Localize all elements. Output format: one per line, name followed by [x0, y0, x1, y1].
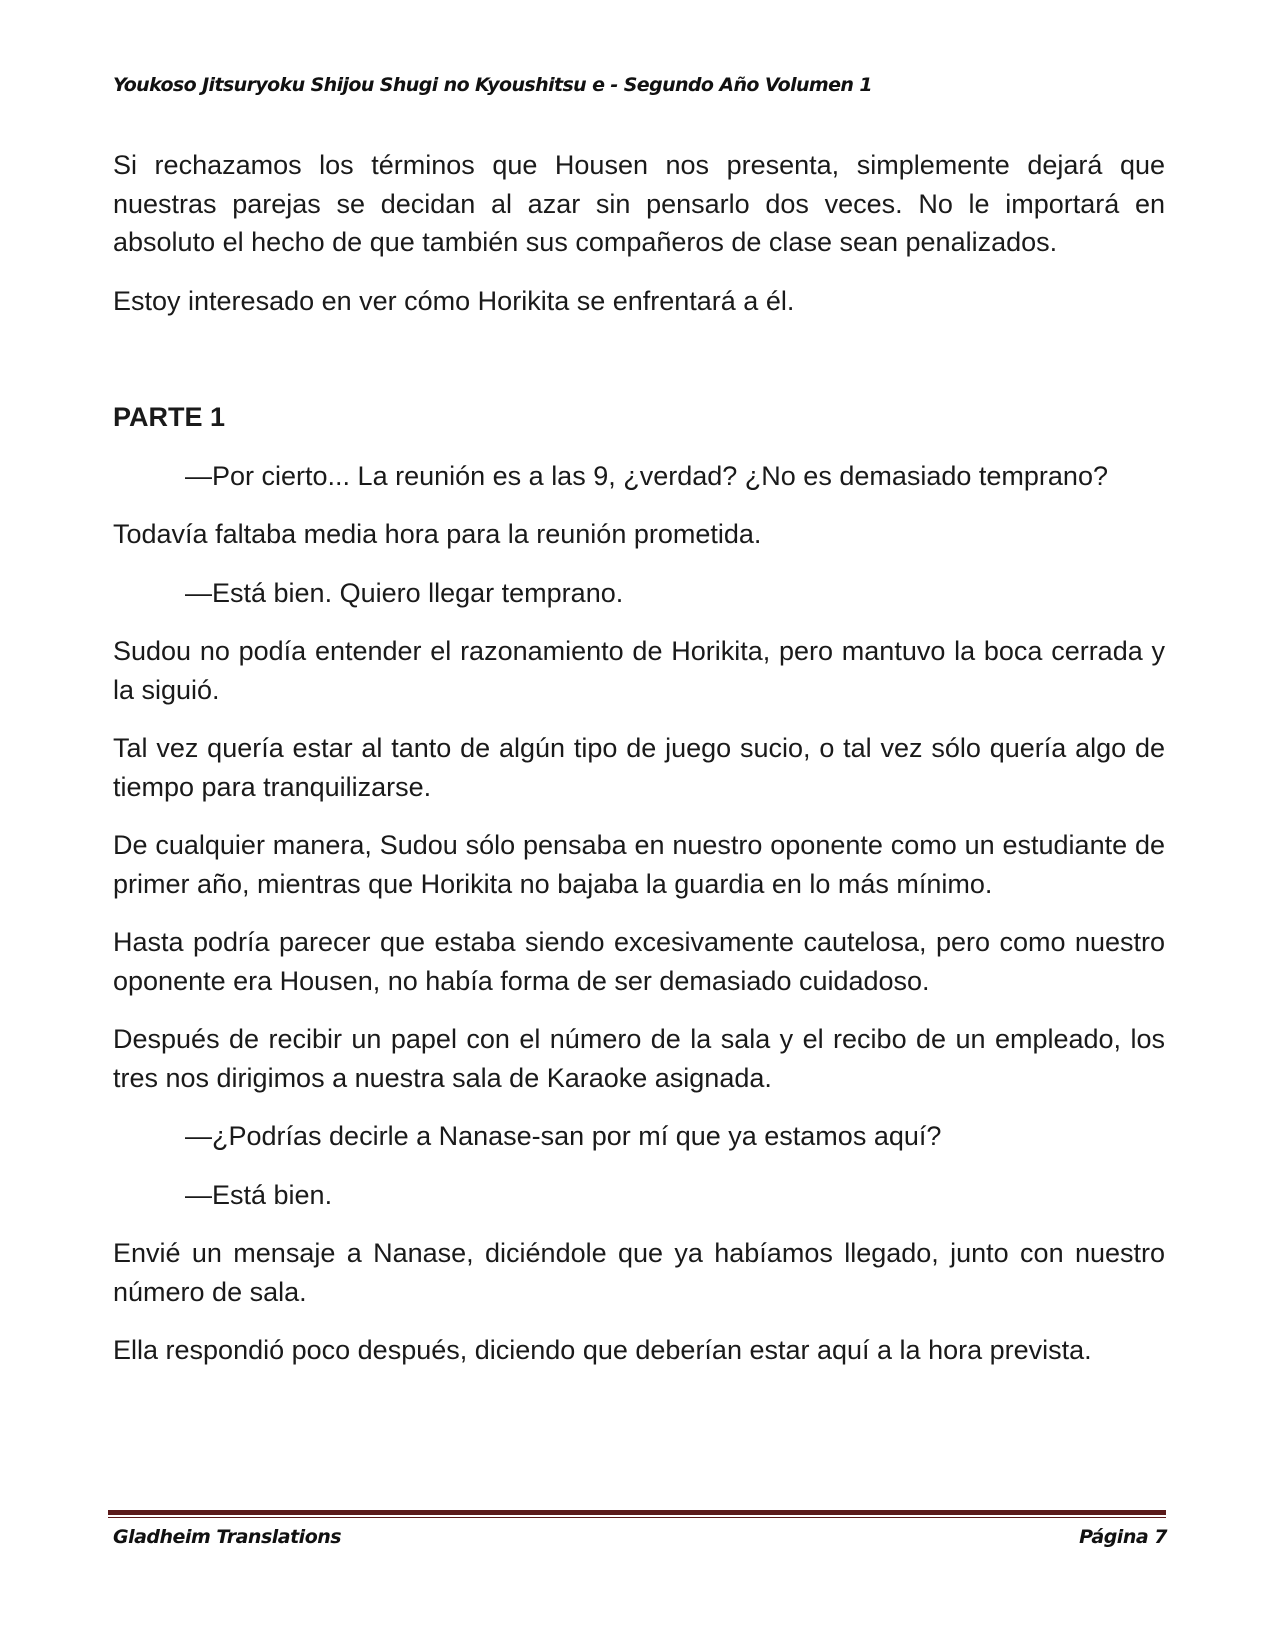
paragraph: Tal vez quería estar al tanto de algún tipo de juego sucio, o tal vez sólo quería algo de tiempo para tranquilizarse.	[113, 733, 1165, 802]
paragraph: Ella respondió poco después, diciendo que deberían estar aquí a la hora prevista.	[113, 1335, 1092, 1365]
paragraph: Todavía faltaba media hora para la reunión prometida.	[113, 519, 762, 549]
paragraph: Después de recibir un papel con el número de la sala y el recibo de un empleado, los tres nos dirigimos a nuestra sala de Karaoke asignada.	[113, 1024, 1165, 1093]
paragraph: Hasta podría parecer que estaba siendo excesivamente cautelosa, pero como nuestro oponente era Housen, no había forma de ser demasiado cuidadoso.	[113, 927, 1165, 996]
dialogue-paragraph: —¿Podrías decirle a Nanase-san por mí que ya estamos aquí?	[185, 1121, 942, 1151]
paragraph: De cualquier manera, Sudou sólo pensaba en nuestro oponente como un estudiante de primer año, mientras que Horikita no bajaba la guardia en lo más mínimo.	[113, 830, 1165, 899]
paragraph: Estoy interesado en ver cómo Horikita se enfrentará a él.	[113, 285, 795, 316]
paragraph: Envié un mensaje a Nanase, diciéndole que ya habíamos llegado, junto con nuestro número de sala.	[113, 1238, 1165, 1307]
footer-divider-thin	[108, 1517, 1166, 1518]
dialogue-paragraph: —Está bien.	[185, 1179, 333, 1210]
paragraph: Si rechazamos los términos que Housen nos presenta, simplemente dejará que nuestras parejas se decidan al azar sin pensarlo dos veces. No le importará en absoluto el hecho de que también sus compañeros de clase sean penalizados.	[113, 150, 1165, 257]
page-header-title: Youkoso Jitsuryoku Shijou Shugi no Kyoushitsu e - Segundo Año Volumen 1	[113, 74, 872, 96]
page-number: Página 7	[1079, 1526, 1167, 1548]
footer-credit: Gladheim Translations	[113, 1526, 342, 1548]
paragraph: Sudou no podía entender el razonamiento de Horikita, pero mantuvo la boca cerrada y la siguió.	[113, 636, 1165, 705]
section-heading: PARTE 1	[113, 402, 226, 432]
dialogue-paragraph: —Por cierto... La reunión es a las 9, ¿verdad? ¿No es demasiado temprano?	[185, 460, 1108, 491]
page-content	[113, 146, 1165, 1390]
dialogue-paragraph: —Está bien. Quiero llegar temprano.	[185, 577, 624, 608]
footer-divider	[108, 1510, 1166, 1515]
